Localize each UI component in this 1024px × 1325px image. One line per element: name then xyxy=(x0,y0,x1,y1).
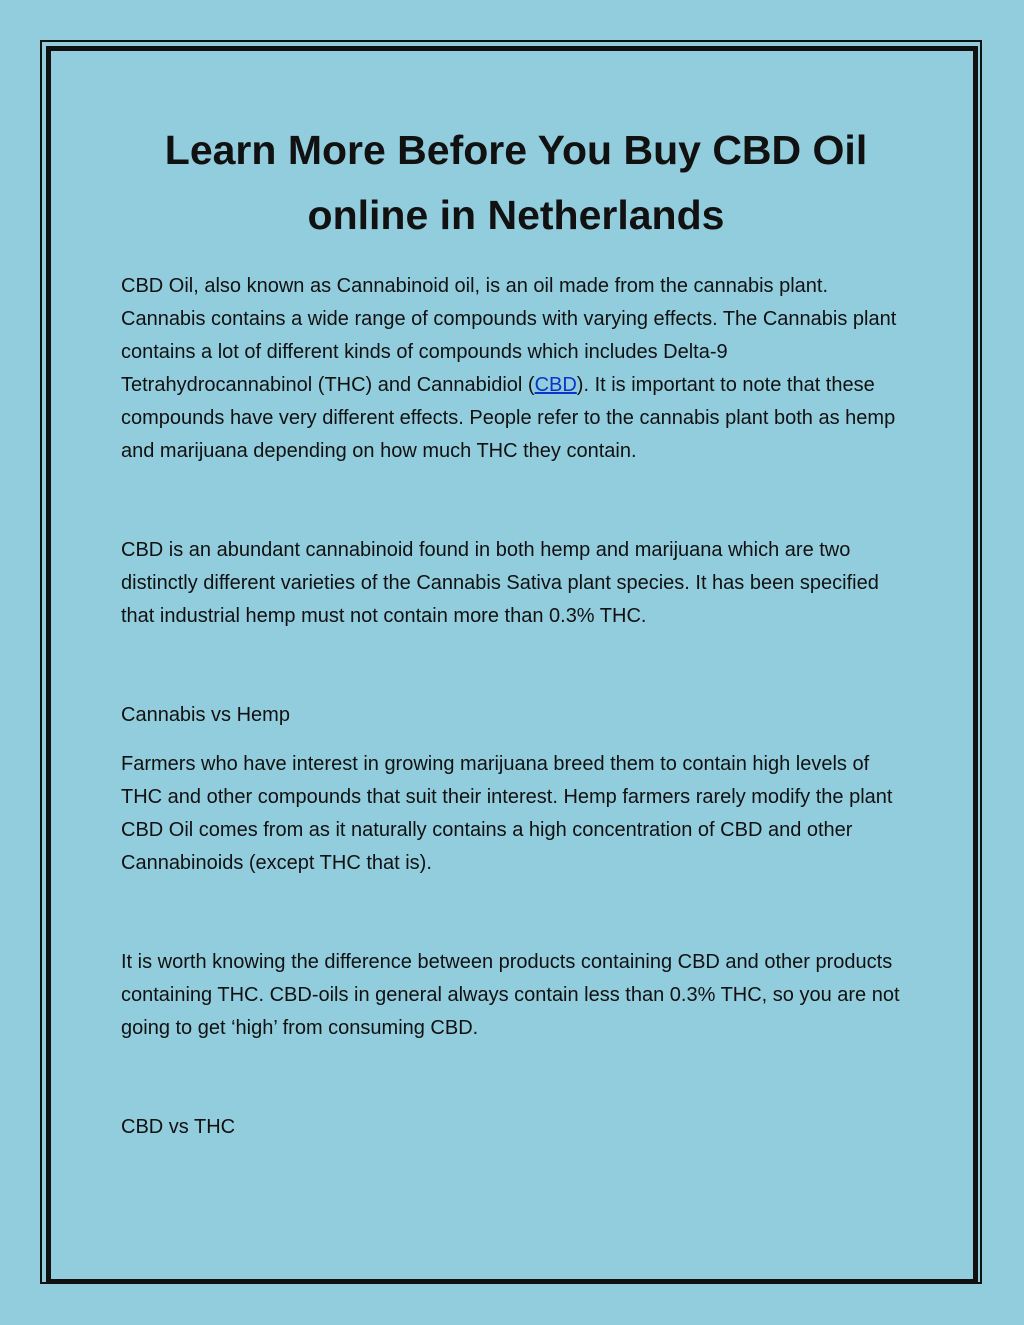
document-body xyxy=(121,118,911,1144)
page-title: Learn More Before You Buy CBD Oil online in Netherlands xyxy=(164,127,868,238)
intro-paragraph xyxy=(121,270,911,468)
intro-text-start: CBD Oil, also known as Cannabinoid oil, is an oil made from the cannabis plant. Cannabis contains a wide range of compounds with varying effects. The Cannabis plant contains a lot of different kinds of compounds which includes Delta-9 Tetrahydrocannabinol (THC) and Cannabidiol ( xyxy=(121,275,897,396)
cbd-link[interactable]: CBD xyxy=(534,374,577,396)
cbd-vs-thc-heading: CBD vs THC xyxy=(121,1116,236,1138)
cannabis-vs-hemp-heading: Cannabis vs Hemp xyxy=(121,704,290,726)
farmers-paragraph: Farmers who have interest in growing marijuana breed them to contain high levels of THC and other compounds that suit their interest. Hemp farmers rarely modify the plant CBD Oil comes from as it naturally contains a high concentration of CBD and other Cannabinoids (except THC that is). xyxy=(121,753,893,874)
difference-paragraph: It is worth knowing the difference between products containing CBD and other products containing THC. CBD-oils in general always contain less than 0.3% THC, so you are not going to get ‘high’ from consuming CBD. xyxy=(121,951,900,1039)
intro-text-end: ). It is important to note that these compounds have very different effects. People refer to the cannabis plant both as hemp and marijuana depending on how much THC they contain. xyxy=(121,374,896,462)
cbd-abundance-paragraph: CBD is an abundant cannabinoid found in both hemp and marijuana which are two distinctly different varieties of the Cannabis Sativa plant species. It has been specified that industrial hemp must not contain more than 0.3% THC. xyxy=(121,539,879,627)
